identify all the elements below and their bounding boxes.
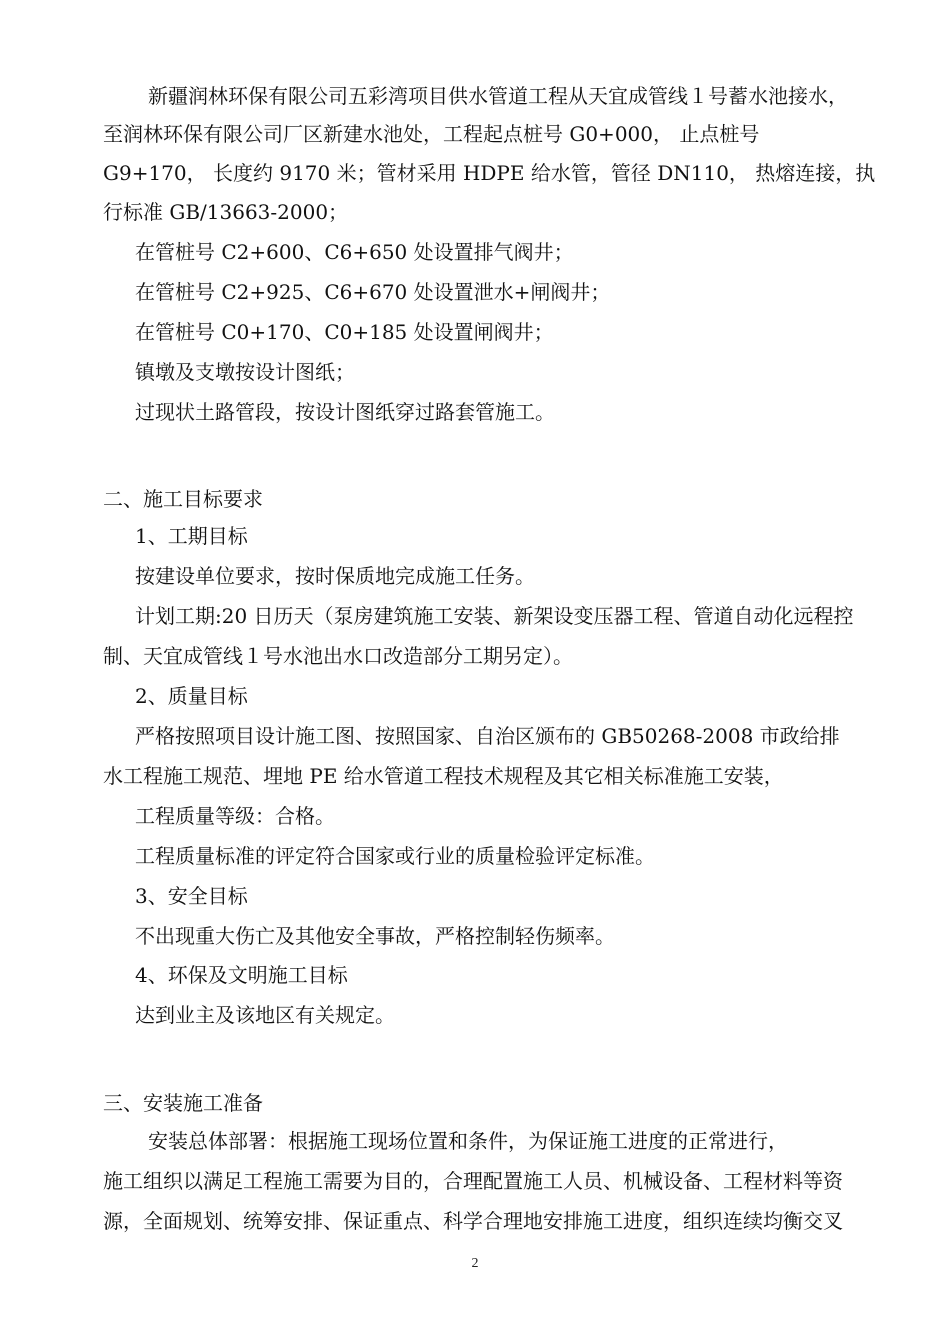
intro-line-2: 至润林环保有限公司厂区新建水池处，工程起点桩号 G0+000， 止点桩号 (103, 122, 760, 146)
goal2-title: 2、质量目标 (135, 684, 248, 708)
goal3-title: 3、安全目标 (135, 884, 248, 908)
section3-line-2: 施工组织以满足工程施工需要为目的，合理配置施工人员、机械设备、工程材料等资 (103, 1169, 843, 1193)
intro-item-1: 在管桩号 C2+600、C6+650 处设置排气阀井； (135, 240, 574, 264)
section3-heading: 三、安装施工准备 (103, 1091, 263, 1115)
goal2-line-2: 水工程施工规范、埋地 PE 给水管道工程技术规程及其它相关标准施工安装， (103, 764, 784, 788)
section3-line-3: 源，全面规划、统筹安排、保证重点、科学合理地安排施工进度，组织连续均衡交叉 (103, 1209, 843, 1233)
section3-line-1: 安装总体部署：根据施工现场位置和条件，为保证施工进度的正常进行， (148, 1129, 788, 1153)
page-number: 2 (471, 1256, 479, 1271)
goal2-grade: 工程质量等级：合格。 (135, 804, 335, 828)
goal1-plan-line-2: 制、天宜成管线１号水池出水口改造部分工期另定）。 (103, 644, 573, 668)
intro-line-1: 新疆润林环保有限公司五彩湾项目供水管道工程从天宜成管线１号蓄水池接水， (148, 84, 848, 108)
goal4-title: 4、环保及文明施工目标 (135, 963, 348, 987)
goal2-standard: 工程质量标准的评定符合国家或行业的质量检验评定标准。 (135, 844, 655, 868)
goal1-text: 按建设单位要求，按时保质地完成施工任务。 (135, 564, 535, 588)
intro-item-5: 过现状土路管段，按设计图纸穿过路套管施工。 (135, 400, 555, 424)
goal4-text: 达到业主及该地区有关规定。 (135, 1003, 395, 1027)
goal2-line-1: 严格按照项目设计施工图、按照国家、自治区颁布的 GB50268-2008 市政给排 (135, 724, 840, 748)
section2-heading: 二、施工目标要求 (103, 487, 263, 511)
intro-item-4: 镇墩及支墩按设计图纸； (135, 360, 355, 384)
intro-line-4: 行标准 GB/13663-2000； (103, 200, 349, 224)
goal1-plan-line-1: 计划工期:20 日历天（泵房建筑施工安装、新架设变压器工程、管道自动化远程控 (135, 604, 854, 628)
intro-item-2: 在管桩号 C2+925、C6+670 处设置泄水+闸阀井； (135, 280, 611, 304)
goal1-title: 1、工期目标 (135, 524, 248, 548)
intro-item-3: 在管桩号 C0+170、C0+185 处设置闸阀井； (135, 320, 554, 344)
intro-line-3: G9+170， 长度约 9170 米；管材采用 HDPE 给水管，管径 DN110， 热熔连接，执 (103, 161, 876, 185)
goal3-text: 不出现重大伤亡及其他安全事故，严格控制轻伤频率。 (135, 924, 615, 948)
